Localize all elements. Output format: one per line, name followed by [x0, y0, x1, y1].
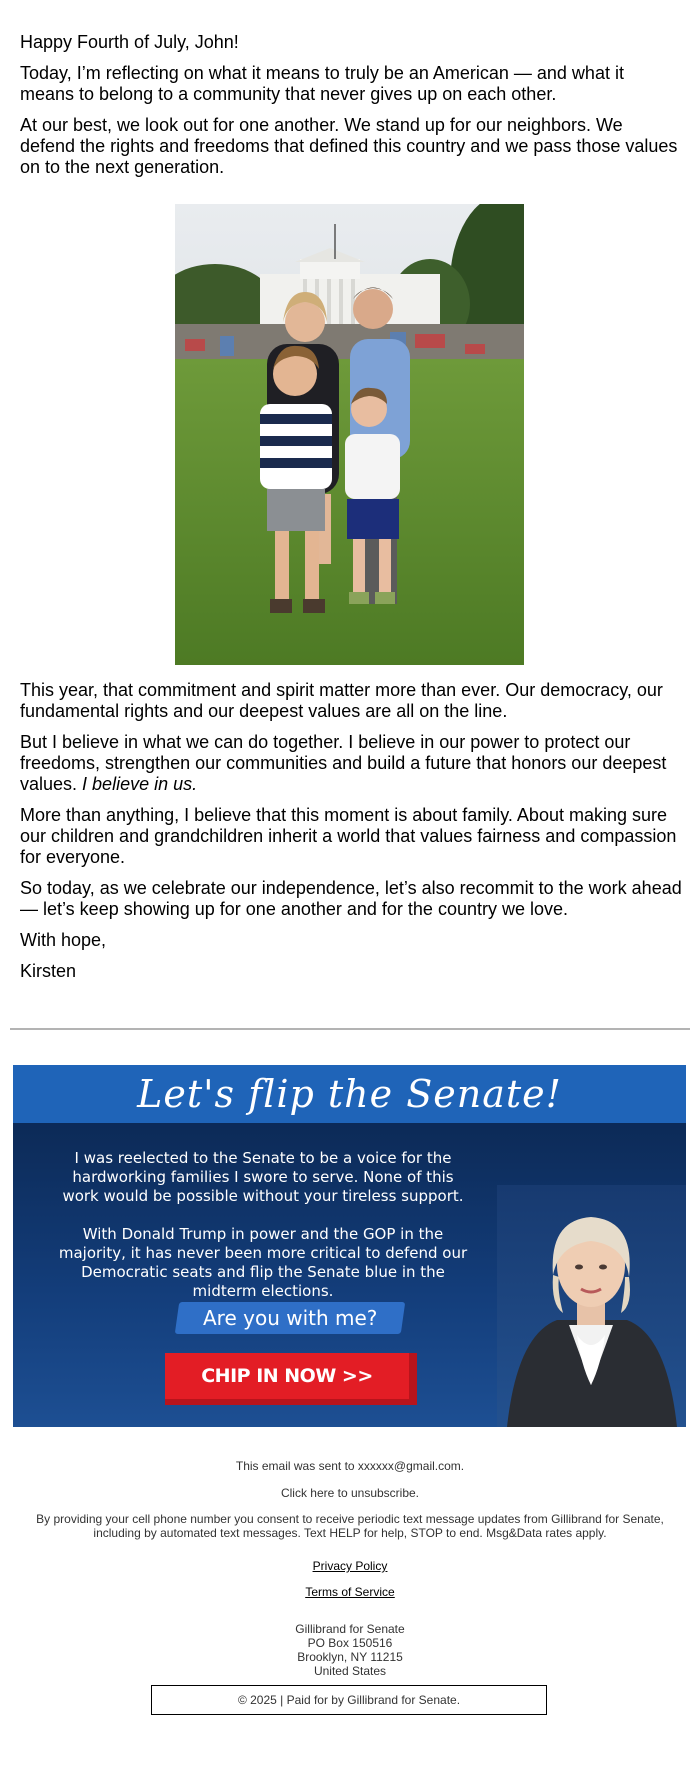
org-name: Gillibrand for Senate	[295, 1622, 405, 1636]
address-country: United States	[313, 1664, 387, 1678]
letter-paragraph	[20, 732, 682, 795]
letter-paragraph: So today, as we celebrate our independence, let’s also recommit to the work ahead — let’s keep showing up for one another and for the country we love.	[20, 878, 682, 919]
terms-of-service-link[interactable]	[20, 1585, 680, 1599]
paid-for-disclaimer: © 2025 | Paid for by Gillibrand for Senate.	[151, 1685, 547, 1715]
closing: With hope,	[20, 930, 107, 950]
letter-emphasis: I believe in us.	[82, 774, 198, 794]
sent-to-notice: This email was sent to xxxxxx@gmail.com.	[235, 1459, 465, 1473]
privacy-policy-link[interactable]	[20, 1559, 680, 1573]
letter-paragraph: At our best, we look out for one another. We stand up for our neighbors. We defend the rights and freedoms that defined this country and we pass those values on to the next generation.	[20, 115, 678, 177]
letter-paragraph-text: But I believe in what we can do together. I believe in our power to protect our freedoms, strengthen our communities and build a future that honors our deepest values.	[20, 732, 667, 794]
address-line-2: Brooklyn, NY 11215	[297, 1650, 403, 1664]
banner-text-1: I was reelected to the Senate to be a voice for the hardworking families I swore to serve. None of this work would be possible without your tireless support.	[62, 1149, 464, 1205]
letter-paragraph: More than anything, I believe that this moment is about family. About making sure our children and grandchildren inherit a world that values fairness and compassion for everyone.	[20, 805, 677, 867]
family-photo	[175, 204, 524, 665]
section-divider	[10, 1028, 690, 1030]
terms-of-service-label[interactable]: Terms of Service	[305, 1585, 395, 1599]
unsubscribe-link[interactable]: Click here to unsubscribe.	[280, 1486, 420, 1500]
signature: Kirsten	[20, 961, 77, 981]
banner-script-title: Let's flip the Senate!	[137, 1072, 562, 1116]
letter-body-top	[20, 32, 680, 188]
question-label: Are you with me?	[202, 1306, 378, 1330]
letter-paragraph: Today, I’m reflecting on what it means to truly be an American — and what it means to belong to a community that never gives up on each other.	[20, 63, 624, 104]
greeting: Happy Fourth of July, John!	[20, 32, 239, 52]
letter-paragraph: This year, that commitment and spirit matter more than ever. Our democracy, our fundamental rights and our deepest values are all on the line.	[20, 680, 663, 721]
chip-in-button[interactable]	[165, 1353, 417, 1405]
question-pill	[175, 1302, 405, 1334]
letter-body-bottom	[20, 680, 682, 992]
donation-banner[interactable]	[13, 1065, 686, 1427]
sms-consent-text: By providing your cell phone number you consent to receive periodic text message updates from Gillibrand for Senate, including by automated text messages. Text HELP for help, STOP to end. Msg&Data rates apply.	[36, 1512, 664, 1540]
address-line-1: PO Box 150516	[307, 1636, 393, 1650]
banner-text-2: With Donald Trump in power and the GOP in the majority, it has never been more critical to defend our Democratic seats and flip the Senate blue in the midterm elections.	[58, 1225, 468, 1300]
privacy-policy-label[interactable]: Privacy Policy	[312, 1559, 388, 1573]
candidate-portrait	[497, 1185, 686, 1427]
chip-in-label: CHIP IN NOW >>	[165, 1353, 409, 1399]
